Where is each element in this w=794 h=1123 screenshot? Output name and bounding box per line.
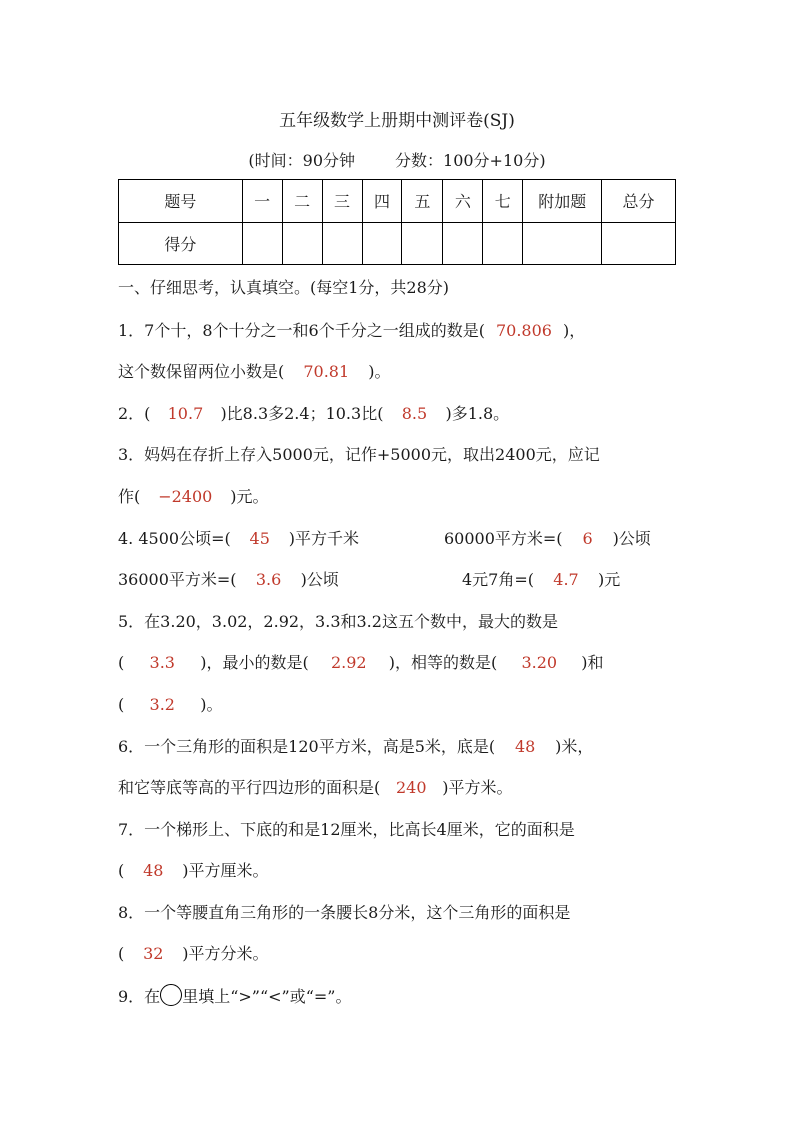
answer-blank[interactable]: 10.7 xyxy=(167,404,204,423)
question-4-line-2a: 36000平方米=( 3.6 )公顷 xyxy=(118,570,339,589)
header-cell: 一 xyxy=(242,180,282,223)
answer-blank[interactable]: 8.5 xyxy=(401,404,428,423)
question-3-line-1: 3．妈妈在存折上存入5000元，记作+5000元，取出2400元，应记 xyxy=(118,445,600,464)
header-cell: 题号 xyxy=(119,180,243,223)
score-info: 分数：100分+10分) xyxy=(395,151,546,170)
header-cell: 四 xyxy=(362,180,402,223)
question-5-line-2: ( 3.3 )，最小的数是( 2.92 )，相等的数是( 3.20 )和 xyxy=(118,653,604,672)
question-4-line-1a: 4. 4500公顷=( 45 )平方千米 xyxy=(118,529,359,548)
question-1-line-1: 1．7个十，8个十分之一和6个千分之一组成的数是( 70.806 )， xyxy=(118,321,586,340)
question-6-line-2: 和它等底等高的平行四边形的面积是( 240 )平方米。 xyxy=(118,778,513,797)
question-4-line-2b: 4元7角=( 4.7 )元 xyxy=(462,570,621,589)
score-table xyxy=(118,179,676,265)
question-2: 2．( 10.7 )比8.3多2.4；10.3比( 8.5 )多1.8。 xyxy=(118,404,510,423)
answer-blank[interactable]: 70.806 xyxy=(495,321,552,340)
question-7-line-2: ( 48 )平方厘米。 xyxy=(118,861,269,880)
answer-blank[interactable]: 48 xyxy=(514,737,536,756)
question-8-line-1: 8．一个等腰直角三角形的一条腰长8分米，这个三角形的面积是 xyxy=(118,903,571,922)
answer-blank[interactable]: 32 xyxy=(143,944,164,963)
score-cell[interactable] xyxy=(242,222,282,265)
answer-blank[interactable]: −2400 xyxy=(158,487,213,506)
header-cell: 五 xyxy=(402,180,443,223)
section-heading: 一、仔细思考，认真填空。(每空1分，共28分) xyxy=(118,278,450,297)
row-label: 得分 xyxy=(119,222,243,265)
question-5-line-3: ( 3.2 )。 xyxy=(118,695,223,714)
answer-blank[interactable]: 2.92 xyxy=(330,653,367,672)
answer-blank[interactable]: 3.2 xyxy=(149,695,175,714)
question-6-line-1: 6．一个三角形的面积是120平方米，高是5米，底是( 48 )米， xyxy=(118,737,594,756)
question-5-line-1: 5．在3.20，3.02，2.92，3.3和3.2这五个数中，最大的数是 xyxy=(118,612,558,631)
answer-blank[interactable]: 3.3 xyxy=(149,653,175,672)
answer-blank[interactable]: 3.20 xyxy=(521,653,558,672)
circle-icon xyxy=(160,984,182,1006)
exam-subtitle xyxy=(0,148,794,171)
score-cell[interactable] xyxy=(282,222,322,265)
header-cell: 二 xyxy=(282,180,322,223)
answer-blank[interactable]: 240 xyxy=(395,778,427,797)
question-1-line-2: 这个数保留两位小数是( 70.81 )。 xyxy=(118,362,391,381)
answer-blank[interactable]: 6 xyxy=(582,529,593,548)
answer-blank[interactable]: 45 xyxy=(249,529,270,548)
question-9: 9．在 里填上“>”“<”或“=”。 xyxy=(118,984,352,1007)
score-cell[interactable] xyxy=(322,222,362,265)
score-table-header xyxy=(119,180,676,223)
score-cell[interactable] xyxy=(483,222,523,265)
score-cell[interactable] xyxy=(362,222,402,265)
header-cell: 七 xyxy=(483,180,523,223)
question-7-line-1: 7．一个梯形上、下底的和是12厘米，比高长4厘米，它的面积是 xyxy=(118,820,575,839)
time-info: (时间：90分钟 xyxy=(248,151,356,170)
answer-blank[interactable]: 4.7 xyxy=(553,570,579,589)
answer-blank[interactable]: 3.6 xyxy=(255,570,282,589)
answer-blank[interactable]: 48 xyxy=(143,861,164,880)
header-cell: 六 xyxy=(443,180,483,223)
answer-blank[interactable]: 70.81 xyxy=(303,362,350,381)
score-cell[interactable] xyxy=(443,222,483,265)
header-cell: 附加题 xyxy=(523,180,602,223)
question-8-line-2: ( 32 )平方分米。 xyxy=(118,944,269,963)
exam-title: 五年级数学上册期中测评卷(SJ) xyxy=(279,111,515,131)
score-cell[interactable] xyxy=(602,222,676,265)
header-cell: 三 xyxy=(322,180,362,223)
question-3-line-2: 作( −2400 )元。 xyxy=(118,487,269,506)
header-cell: 总分 xyxy=(602,180,676,223)
score-cell[interactable] xyxy=(523,222,602,265)
question-4-line-1b: 60000平方米=( 6 )公顷 xyxy=(444,529,651,548)
score-table-row xyxy=(119,222,676,265)
score-cell[interactable] xyxy=(402,222,443,265)
